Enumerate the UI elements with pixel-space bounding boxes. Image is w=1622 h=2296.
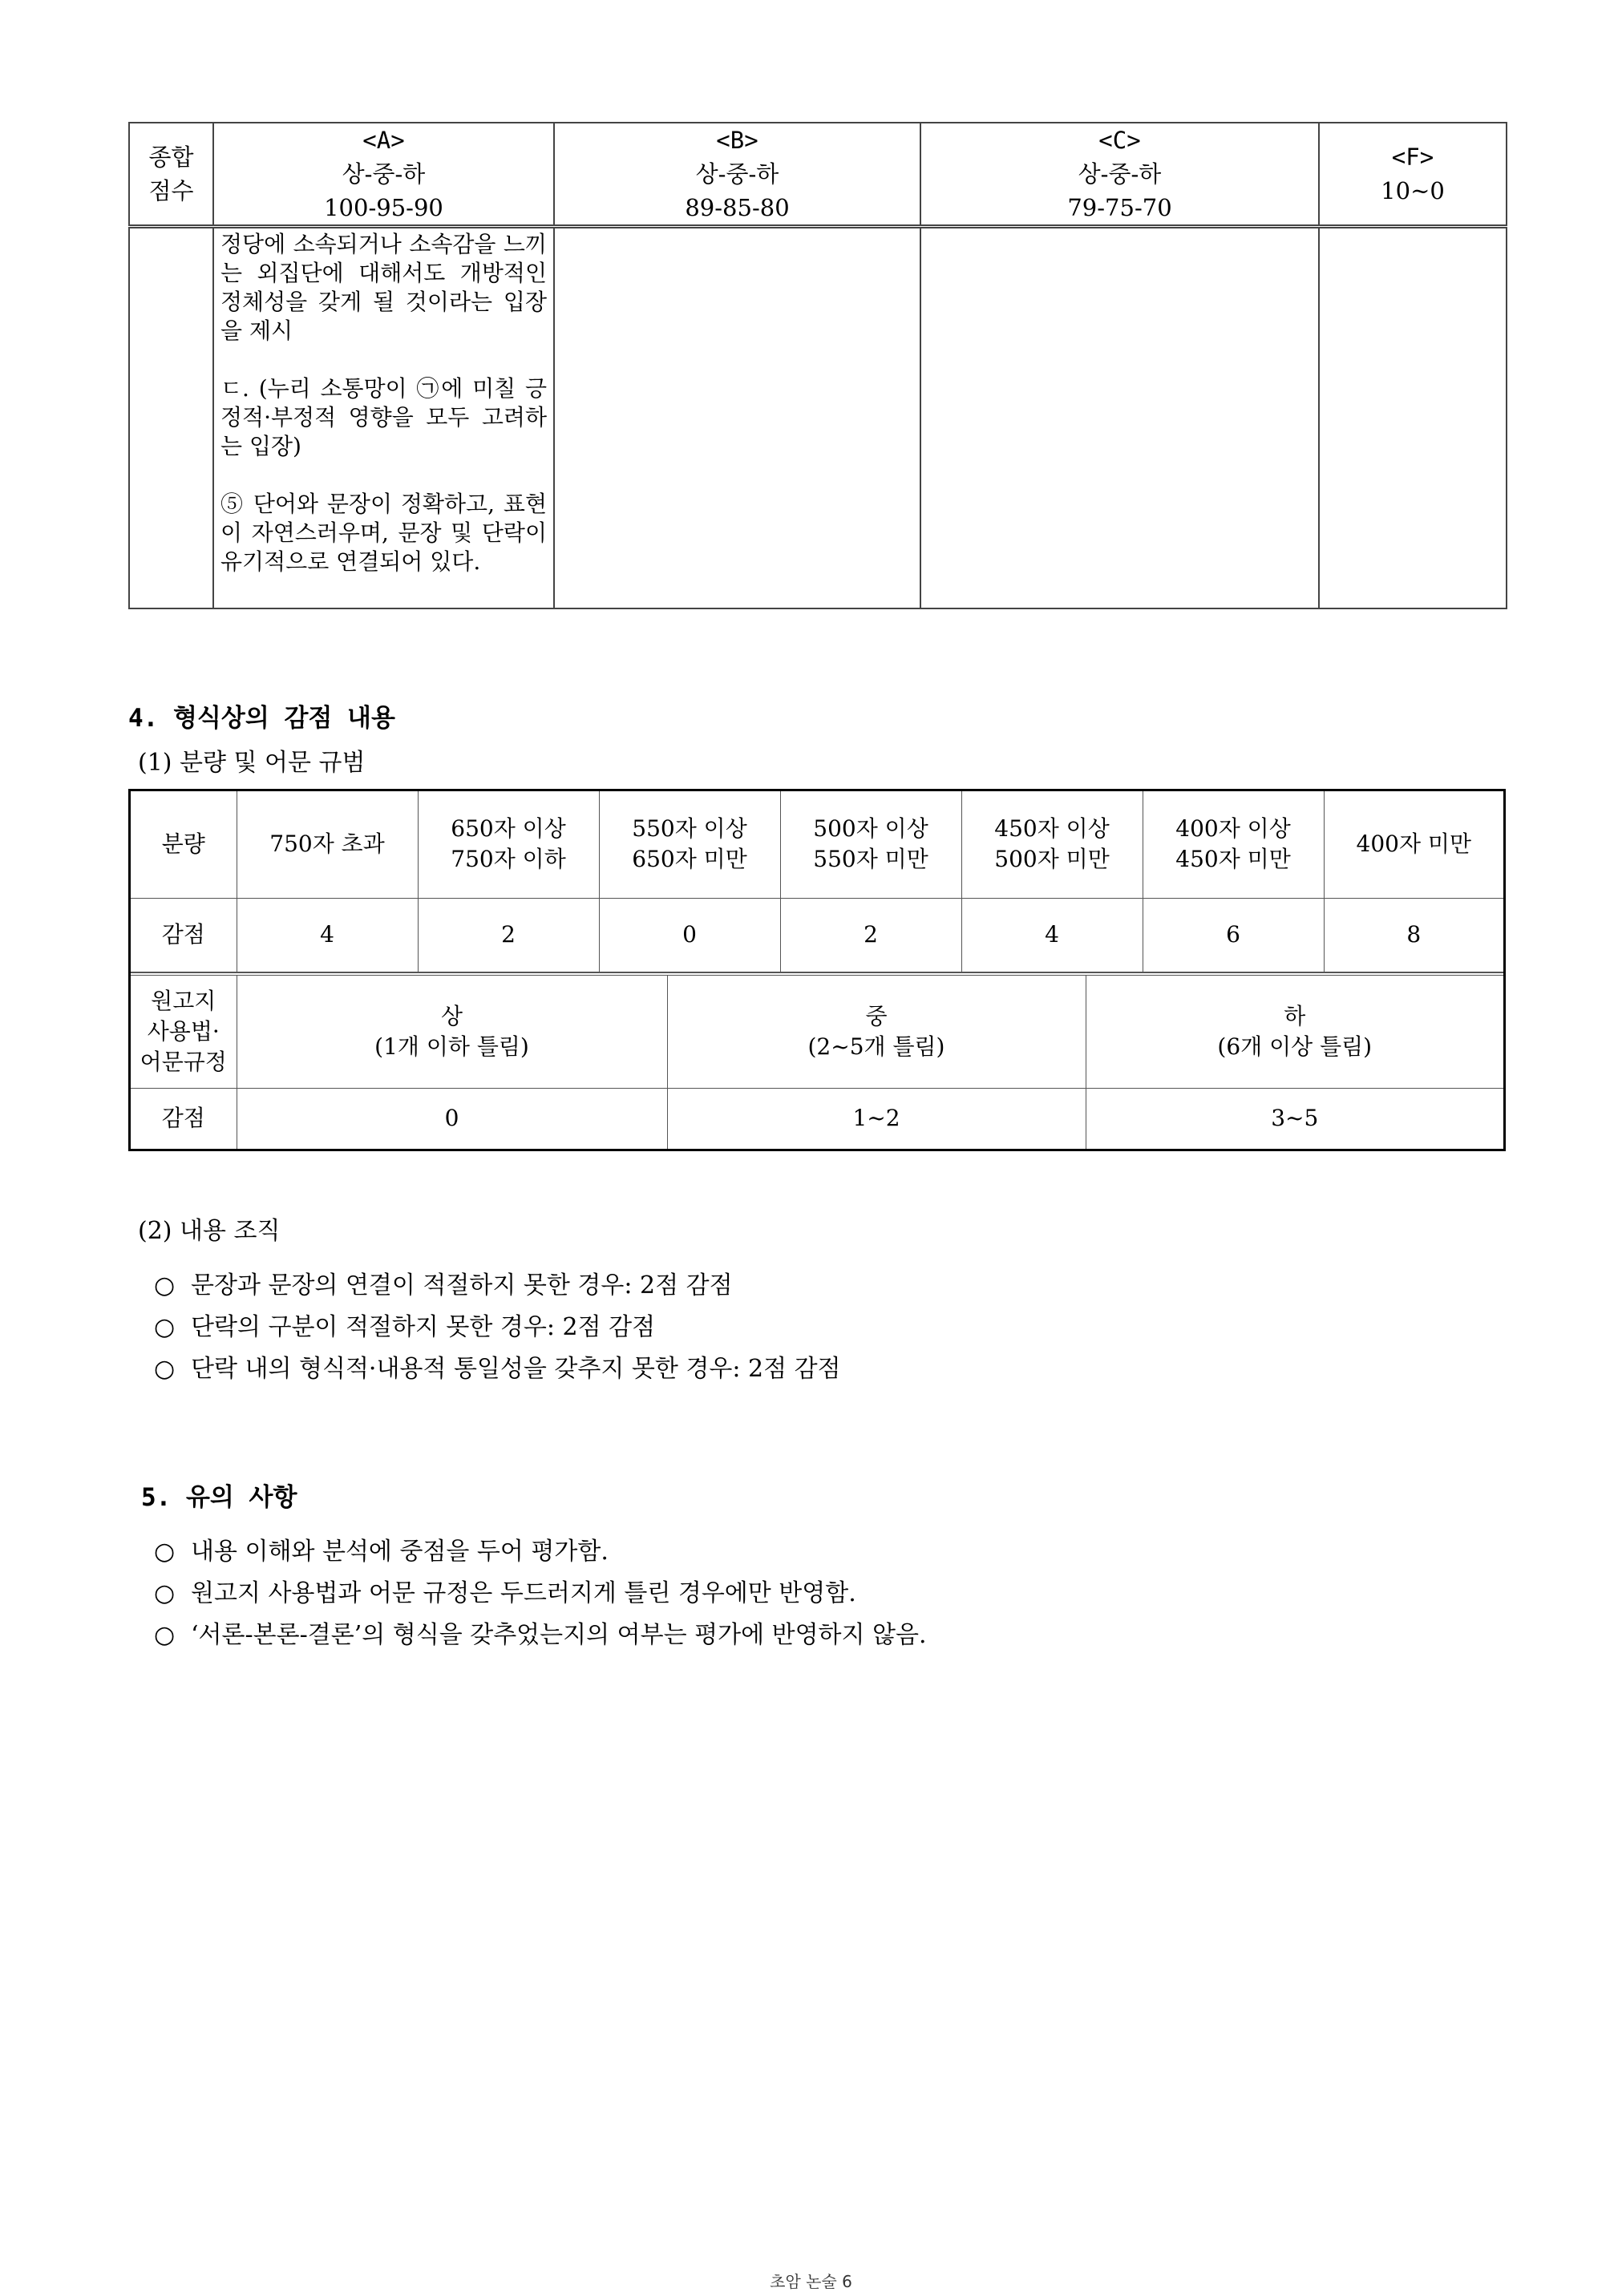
length-deduct-cell: 6	[1143, 898, 1324, 972]
rules-cell: 상 (1개 이하 틀림)	[237, 974, 667, 1089]
length-cell: 550자 이상 650자 미만	[599, 791, 780, 898]
note-bullet	[154, 1615, 927, 1650]
rules-deduct-cell: 3~5	[1086, 1089, 1503, 1149]
bullet-text: 단락 내의 형식적·내용적 통일성을 갖추지 못한 경우: 2점 감점	[191, 1355, 841, 1383]
bullet-text: 원고지 사용법과 어문 규정은 두드러지게 틀린 경우에만 반영함.	[191, 1579, 856, 1607]
grade-c-title: <C>	[1098, 127, 1141, 154]
length-deduct-cell: 2	[418, 898, 599, 972]
bullet-text: 단락의 구분이 적절하지 못한 경우: 2점 감점	[191, 1313, 656, 1341]
note-bullet	[154, 1531, 609, 1566]
grade-c-levels: 상-중-하	[1078, 160, 1162, 188]
bullet-icon: ○	[154, 1313, 176, 1341]
grade-b-title: <B>	[716, 127, 758, 154]
grade-a-scores: 100-95-90	[324, 194, 443, 221]
length-deduct-cell: 4	[961, 898, 1143, 972]
score-header-row	[129, 123, 1507, 227]
rules-deduct-label: 감점	[131, 1089, 237, 1149]
grade-c-scores: 79-75-70	[1067, 194, 1172, 221]
grade-b-scores: 89-85-80	[685, 194, 790, 221]
rules-deduct-row	[131, 1089, 1503, 1149]
rules-deduct-cell: 1~2	[667, 1089, 1086, 1149]
length-deduct-cell: 4	[237, 898, 418, 972]
rules-table	[131, 972, 1503, 1149]
section5-heading: 5. 유의 사항	[141, 1483, 297, 1512]
length-deduct-label: 감점	[131, 898, 237, 972]
header-label-text: 종합 점수	[148, 144, 194, 204]
rules-deduct-cell: 0	[237, 1089, 667, 1149]
bullet-text: 내용 이해와 분석에 중점을 두어 평가함.	[191, 1538, 609, 1566]
bullet-icon: ○	[154, 1579, 176, 1607]
length-cell: 500자 이상 550자 미만	[780, 791, 961, 898]
length-deduct-row	[131, 898, 1503, 972]
length-deduct-cell: 2	[780, 898, 961, 972]
score-body-label	[129, 227, 213, 609]
rules-row	[131, 974, 1503, 1089]
grade-f-scores: 10~0	[1381, 177, 1445, 204]
grade-a-title: <A>	[362, 127, 405, 154]
grade-a-levels: 상-중-하	[342, 160, 426, 188]
section4-heading: 4. 형식상의 감점 내용	[128, 704, 395, 733]
grade-c-header	[920, 123, 1319, 227]
section4-sub1: (1) 분량 및 어문 규범	[138, 749, 366, 777]
organization-bullet	[154, 1307, 655, 1342]
page-footer: 초암 논술 6	[770, 2272, 852, 2291]
rules-cell: 중 (2~5개 틀림)	[667, 974, 1086, 1089]
grade-b-levels: 상-중-하	[695, 160, 779, 188]
bullet-icon: ○	[154, 1355, 176, 1383]
score-header-label	[129, 123, 213, 227]
grade-f-header	[1319, 123, 1507, 227]
length-label: 분량	[131, 791, 237, 898]
criteria-paragraph: ㄷ. (누리 소통망이 ㉠에 미칠 긍정적·부정적 영향을 모두 고려하는 입장)	[220, 375, 547, 459]
bullet-icon: ○	[154, 1271, 176, 1300]
organization-bullet	[154, 1265, 733, 1300]
bullet-icon: ○	[154, 1538, 176, 1566]
organization-bullet	[154, 1348, 841, 1384]
note-bullet	[154, 1573, 856, 1608]
length-deduct-cell: 8	[1324, 898, 1503, 972]
deduction-table	[128, 789, 1506, 1151]
length-cell: 400자 미만	[1324, 791, 1503, 898]
rules-label: 원고지 사용법· 어문규정	[131, 974, 237, 1089]
grade-c-criteria	[920, 227, 1319, 609]
length-table	[131, 791, 1503, 972]
grade-b-criteria	[554, 227, 920, 609]
length-cell: 650자 이상 750자 이하	[418, 791, 599, 898]
score-body-row	[129, 227, 1507, 609]
criteria-paragraph: 정당에 소속되거나 소속감을 느끼는 외집단에 대해서도 개방적인 정체성을 갖게 될 것이라는 입장을 제시	[220, 231, 547, 344]
criteria-paragraph: ⑤ 단어와 문장이 정확하고, 표현이 자연스러우며, 문장 및 단락이 유기적으로 연결되어 있다.	[220, 491, 547, 575]
grade-a-criteria	[213, 227, 554, 609]
grade-f-title: <F>	[1391, 144, 1434, 171]
bullet-text: 문장과 문장의 연결이 적절하지 못한 경우: 2점 감점	[191, 1271, 733, 1300]
bullet-icon: ○	[154, 1621, 176, 1649]
length-deduct-cell: 0	[599, 898, 780, 972]
length-row	[131, 791, 1503, 898]
bullet-text: ‘서론-본론-결론’의 형식을 갖추었는지의 여부는 평가에 반영하지 않음.	[191, 1621, 927, 1649]
length-cell: 750자 초과	[237, 791, 418, 898]
grade-f-criteria	[1319, 227, 1507, 609]
length-cell: 450자 이상 500자 미만	[961, 791, 1143, 898]
rules-cell: 하 (6개 이상 틀림)	[1086, 974, 1503, 1089]
grade-b-header	[554, 123, 920, 227]
score-table	[128, 122, 1507, 609]
grade-a-header	[213, 123, 554, 227]
section4-sub2: (2) 내용 조직	[138, 1217, 281, 1245]
length-cell: 400자 이상 450자 미만	[1143, 791, 1324, 898]
